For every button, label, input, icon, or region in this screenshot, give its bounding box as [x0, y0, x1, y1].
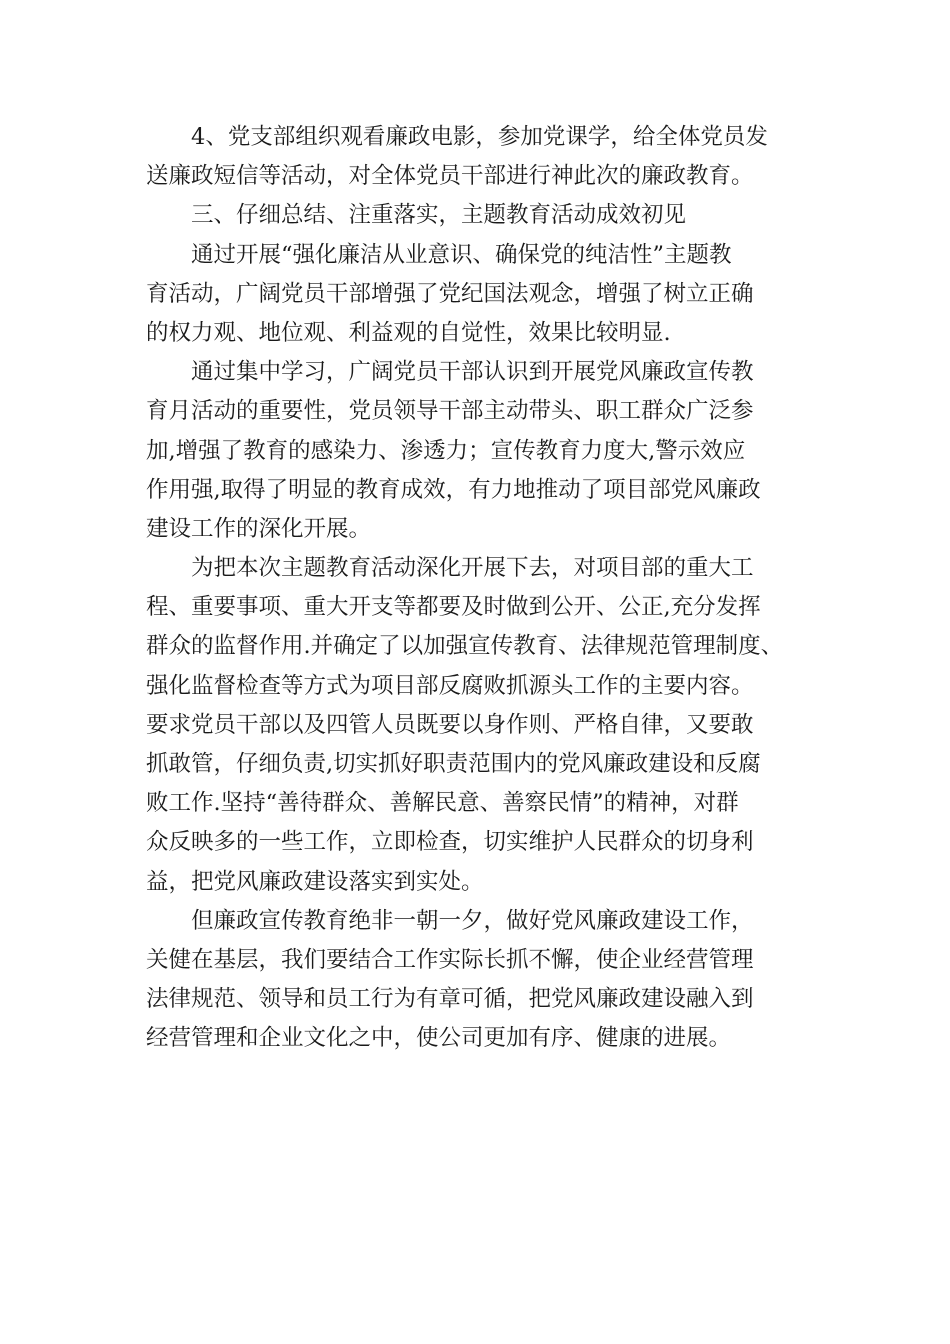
document-line: 建设工作的深化开展。 — [146, 515, 372, 542]
document-line: 加,增强了教育的感染力、渗透力；宣传教育力度大,警示效应 — [146, 437, 746, 464]
document-line: 关健在基层，我们要结合工作实际长抓不懈，使企业经营管理 — [146, 946, 754, 973]
document-line: 程、重要事项、重大开支等都要及时做到公开、公正,充分发挥 — [146, 594, 761, 621]
document-line: 为把本次主题教育活动深化开展下去，对项目部的重大工 — [191, 555, 754, 582]
document-line: 但廉政宣传教育绝非一朝一夕，做好党风廉政建设工作， — [191, 907, 754, 934]
document-line: 通过集中学习，广阔党员干部认识到开展党风廉政宣传教 — [191, 359, 754, 386]
document-line: 作用强,取得了明显的教育成效，有力地推动了项目部党风廉政 — [146, 476, 761, 503]
document-line: 益，把党风廉政建设落实到实处。 — [146, 868, 484, 895]
document-line: 4、党支部组织观看廉政电影，参加党课学，给全体党员发 — [191, 124, 768, 150]
document-line: 的权力观、地位观、利益观的自觉性，效果比较明显. — [146, 319, 671, 346]
document-line: 育活动，广阔党员干部增强了党纪国法观念，增强了树立正确 — [146, 280, 754, 307]
document-line: 要求党员干部以及四管人员既要以身作则、严格自律，又要敢 — [146, 711, 754, 738]
document-line: 通过开展“强化廉洁从业意识、确保党的纯洁性”主题教 — [191, 241, 732, 268]
document-line: 三、仔细总结、注重落实，主题教育活动成效初见 — [191, 202, 687, 229]
document-line: 送廉政短信等活动，对全体党员干部进行神此次的廉政教育。 — [146, 163, 754, 190]
document-line: 群众的监督作用.并确定了以加强宣传教育、法律规范管理制度、 — [146, 633, 784, 660]
document-line: 育月活动的重要性，党员领导干部主动带头、职工群众广泛参 — [146, 398, 754, 425]
document-line: 抓敢管，仔细负责,切实抓好职责范围内的党风廉政建设和反腐 — [146, 751, 761, 777]
document-line: 众反映多的一些工作，立即检查，切实维护人民群众的切身利 — [146, 829, 754, 856]
document-line: 强化监督检查等方式为项目部反腐败抓源头工作的主要内容。 — [146, 672, 754, 699]
document-line: 败工作.坚持“善待群众、善解民意、善察民情”的精神，对群 — [146, 790, 739, 817]
document-line: 经营管理和企业文化之中，使公司更加有序、健康的进展。 — [146, 1025, 732, 1052]
document-body — [146, 118, 826, 1059]
document-line: 法律规范、领导和员工行为有章可循，把党风廉政建设融入到 — [146, 986, 754, 1013]
